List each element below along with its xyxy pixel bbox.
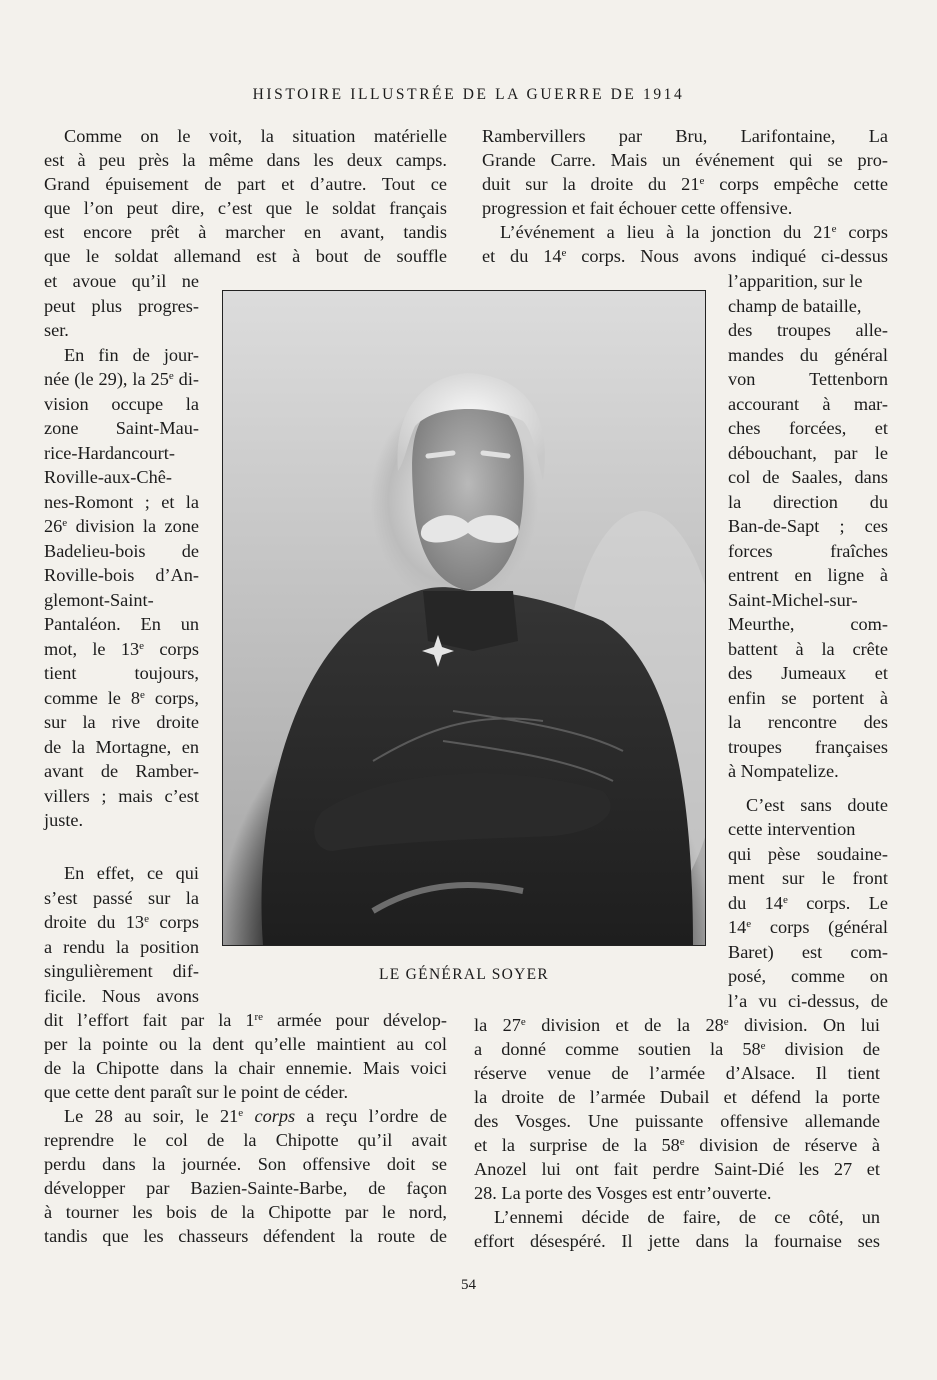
portrait-photo — [222, 290, 706, 946]
text-line: que cette dent paraît sur le point de céder. — [44, 1082, 349, 1102]
text-line: et du 14e corps. Nous avons indiqué ci-dessus — [482, 246, 888, 266]
text-line: l’a vu ci-dessus, de — [728, 991, 888, 1011]
text-line: per la pointe ou la dent qu’elle maintient au col — [44, 1034, 447, 1054]
text-line: enfin se portent à — [728, 688, 888, 708]
text-line: la 27e division et de la 28e division. On lui — [474, 1015, 881, 1035]
text-line: cette intervention — [728, 819, 856, 839]
text-line: progression et fait échouer cette offensive. — [482, 198, 793, 218]
running-header: HISTOIRE ILLUSTRÉE DE LA GUERRE DE 1914 — [252, 86, 685, 103]
text-line: perdu dans la journée. Son offensive doit se — [44, 1154, 447, 1174]
text-line: Le 28 au soir, le 21e corps a reçu l’ordre de — [64, 1106, 447, 1126]
text-line: L’événement a lieu à la jonction du 21e corps — [500, 222, 888, 242]
text-line: Roville-aux-Chê- — [44, 467, 172, 487]
text-line: de la Chipotte dans la chair ennemie. Mais voici — [44, 1058, 447, 1078]
text-line: accourant à mar- — [728, 394, 888, 414]
text-line: des Vosges. Une puissante offensive allemande — [474, 1111, 880, 1131]
text-line: qui pèse soudaine- — [728, 844, 888, 864]
text-line: Rambervillers par Bru, Larifontaine, La — [482, 126, 888, 146]
text-line: est à peu près la même dans les deux camps. — [44, 150, 447, 170]
text-line: reprendre le col de la Chipotte qu’il avait — [44, 1130, 447, 1150]
text-line: entrent en ligne à — [728, 565, 888, 585]
text-line: à Nompatelize. — [728, 761, 839, 781]
text-line: la droite de l’armée Dubail et défend la porte — [474, 1087, 880, 1107]
text-line: a rendu la position — [44, 937, 199, 957]
text-line: villers ; mais c’est — [44, 786, 199, 806]
text-line: droite du 13e corps — [44, 912, 199, 932]
text-line: ficile. Nous avons — [44, 986, 199, 1006]
text-line: Baret) est com- — [728, 942, 888, 962]
text-line: des troupes alle- — [728, 320, 888, 340]
text-line: mot, le 13e corps — [44, 639, 200, 659]
text-line: des Jumeaux et — [728, 663, 888, 683]
text-line: mandes du général — [728, 345, 888, 365]
text-line: l’apparition, sur le — [728, 271, 863, 291]
text-line: du 14e corps. Le — [728, 893, 889, 913]
text-line: que le soldat allemand est à bout de souffle — [44, 246, 447, 266]
text-line: a donné comme soutien la 58e division de — [474, 1039, 881, 1059]
text-line: battent à la crête — [728, 639, 888, 659]
text-line: En effet, ce qui — [64, 863, 199, 883]
text-line: développer par Bazien-Sainte-Barbe, de façon — [44, 1178, 447, 1198]
text-line: Meurthe, com- — [728, 614, 888, 634]
text-line: Pantaléon. En un — [44, 614, 199, 634]
text-line: tandis que les chasseurs défendent la route de — [44, 1226, 447, 1246]
text-line: est encore prêt à marcher en avant, tandis — [44, 222, 447, 242]
text-line: et la surprise de la 58e division de réserve à — [474, 1135, 880, 1155]
text-line: Saint-Michel-sur- — [728, 590, 858, 610]
text-line: comme le 8e corps, — [44, 688, 199, 708]
text-line: Grande Carre. Mais un événement qui se pro- — [482, 150, 888, 170]
text-line: nes-Romont ; et la — [44, 492, 199, 512]
text-line: rice-Hardancourt- — [44, 443, 175, 463]
text-line: à tourner les bois de la Chipotte par le nord, — [44, 1202, 447, 1222]
text-line: dit l’effort fait par la 1re armée pour dévelop- — [44, 1010, 447, 1030]
text-line: ment sur le front — [728, 868, 888, 888]
text-line: En fin de jour- — [64, 345, 199, 365]
text-line: la direction du — [728, 492, 888, 512]
text-line: née (le 29), la 25e di- — [44, 369, 199, 389]
text-line: de la Mortagne, en — [44, 737, 199, 757]
text-line: peut plus progres- — [44, 296, 199, 316]
text-line: juste. — [44, 810, 84, 830]
text-line: réserve venue de l’armée d’Alsace. Il tient — [474, 1063, 880, 1083]
text-line: sur la rive droite — [44, 712, 199, 732]
text-line: la rencontre des — [728, 712, 888, 732]
text-line: tient toujours, — [44, 663, 199, 683]
text-line: Ban-de-Sapt ; ces — [728, 516, 888, 536]
text-line: débouchant, par le — [728, 443, 888, 463]
text-line: avant de Ramber- — [44, 761, 199, 781]
text-line: L’ennemi décide de faire, de ce côté, un — [494, 1207, 880, 1227]
text-line: effort désespéré. Il jette dans la fournaise ses — [474, 1231, 880, 1251]
text-line: zone Saint-Mau- — [44, 418, 199, 438]
text-line: duit sur la droite du 21e corps empêche cette — [482, 174, 888, 194]
figure-caption: LE GÉNÉRAL SOYER — [378, 966, 550, 983]
text-line: Roville-bois d’An- — [44, 565, 199, 585]
text-line: vision occupe la — [44, 394, 199, 414]
text-line: Badelieu-bois de — [44, 541, 199, 561]
text-line: glemont-Saint- — [44, 590, 154, 610]
text-line: C’est sans doute — [746, 795, 888, 815]
text-line: 28. La porte des Vosges est entr’ouverte. — [474, 1183, 772, 1203]
text-line: forces fraîches — [728, 541, 888, 561]
text-line: s’est passé sur la — [44, 888, 199, 908]
text-line: ches forcées, et — [728, 418, 888, 438]
text-line: von Tettenborn — [728, 369, 888, 389]
text-line: col de Saales, dans — [728, 467, 888, 487]
text-line: singulièrement dif- — [44, 961, 199, 981]
text-line: que l’on peut dire, c’est que le soldat français — [44, 198, 447, 218]
portrait-illustration — [223, 291, 705, 945]
text-line: Comme on le voit, la situation matérielle — [64, 126, 447, 146]
text-line: Anozel lui ont fait perdre Saint-Dié les 27 et — [474, 1159, 880, 1179]
text-line: ser. — [44, 320, 69, 340]
page-number: 54 — [461, 1277, 476, 1293]
text-line: champ de bataille, — [728, 296, 862, 316]
text-line: Grand épuisement de part et d’autre. Tout ce — [44, 174, 447, 194]
text-line: et avoue qu’il ne — [44, 271, 199, 291]
text-line: posé, comme on — [728, 966, 888, 986]
text-line: troupes françaises — [728, 737, 888, 757]
text-line: 14e corps (général — [728, 917, 888, 937]
text-line: 26e division la zone — [44, 516, 199, 536]
